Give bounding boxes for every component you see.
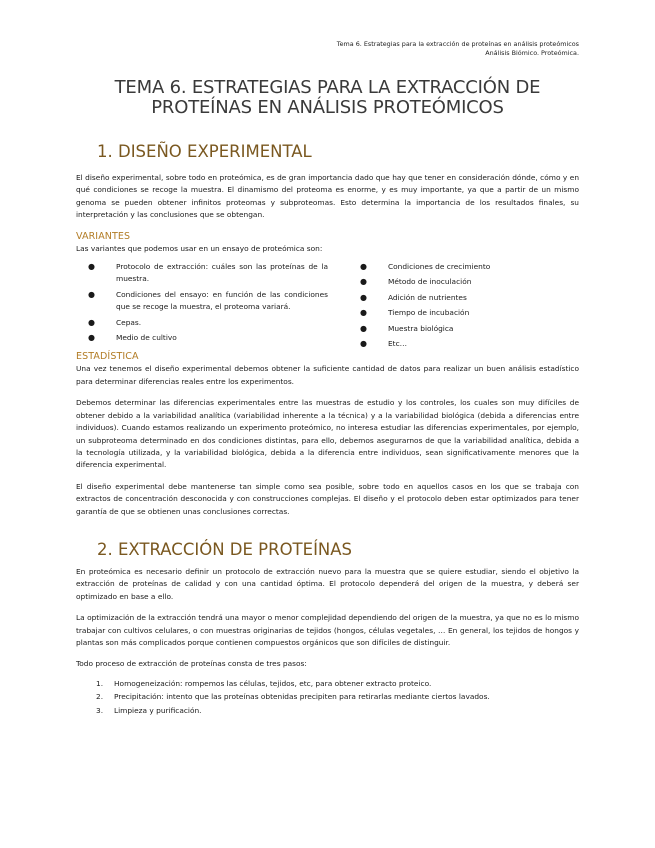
section-1-intro: El diseño experimental, sobre todo en proteómica, es de gran importancia dado que hay que tener en consideración dónde, cómo y en qué condiciones se recoge la muestra. El dinamismo del proteoma es enorme, y es muy importante, ya que a partir de un mismo genoma se pueden obtener infinitos proteomas y subproteomas. Esto determina la importancia de los resultados finales, su interpretación y las conclusiones que se obtengan.: [76, 173, 579, 220]
variantes-right-list: [348, 261, 579, 350]
variantes-left-list: [76, 261, 346, 344]
list-item: [76, 690, 579, 704]
list-item-text: Condiciones de crecimiento: [388, 262, 491, 272]
document-title: [76, 78, 579, 118]
list-item-text: Etc…: [388, 339, 408, 349]
step-text: Limpieza y purificación.: [114, 705, 202, 715]
estadistica-paragraph-2: Debemos determinar las diferencias experimentales entre las muestras de estudio y los controles, los cuales son muy difíciles de obtener debido a la variabilidad analítica (variabilidad inherente a la técnica) y a la variabilidad biológica (debida a diferencias entre individuos). Cuando estamos realizando un experimento proteómico, no interesa estudiar las diferencias experimentales, por ejemplo, un subproteoma determinado en dos condiciones distintas, para ello, debemos asegurarnos de que la variabilidad analítica, debida a la tecnología utilizada, y la variabilidad biológica, debida a la diferencia entre individuos, sean significativamente menores que la diferencia experimental.: [76, 398, 579, 470]
list-item: [348, 338, 579, 350]
step-number: 3.: [96, 705, 104, 715]
section-2-paragraph-2: La optimización de la extracción tendrá una mayor o menor complejidad dependiendo del origen de la muestra, ya que no es lo mismo trabajar con cultivos celulares, o con muestras originarias de tejidos (hongos, células vegetales, … En general, los tejidos de hongos y plantas son más complicados porque contienen compuestos orgánicos que son difíciles de distinguir.: [76, 613, 579, 647]
variantes-intro: Las variantes que podemos usar en un ensayo de proteómica son:: [76, 243, 323, 253]
header-line-2: Análisis Biómico. Proteómica.: [485, 48, 579, 57]
header-line-1: Tema 6. Estrategias para la extracción de proteínas en análisis proteómicos: [336, 40, 579, 48]
list-item-text: Medio de cultivo: [116, 333, 177, 343]
list-item: [76, 289, 346, 314]
bullet-icon: ●: [360, 292, 367, 302]
variantes-heading: VARIANTES: [76, 230, 131, 242]
list-item: [76, 317, 346, 329]
list-item-text: Muestra biológica: [388, 323, 454, 333]
title-line-2: PROTEÍNAS EN ANÁLISIS PROTEÓMICOS: [151, 97, 504, 118]
bullet-icon: ●: [360, 339, 367, 349]
estadistica-paragraph-1: Una vez tenemos el diseño experimental debemos obtener la suficiente cantidad de datos para realizar un buen análisis estadístico para determinar diferencias reales entre los experimentos.: [76, 364, 579, 386]
step-number: 2.: [96, 692, 104, 702]
list-item-text: Tiempo de incubación: [388, 308, 470, 318]
list-item: [348, 307, 579, 319]
bullet-icon: ●: [360, 262, 367, 272]
list-item-text: Método de inoculación: [388, 277, 472, 287]
section-2-paragraph-3: Todo proceso de extracción de proteínas consta de tres pasos:: [76, 659, 307, 669]
bullet-icon: ●: [360, 277, 367, 287]
step-number: 1.: [96, 678, 104, 688]
bullet-icon: ●: [88, 262, 95, 272]
step-text: Homogeneización: rompemos las células, tejidos, etc, para obtener extracto proteico.: [114, 678, 432, 688]
bullet-icon: ●: [88, 317, 95, 327]
bullet-icon: ●: [360, 308, 367, 318]
step-text: Precipitación: intento que las proteínas obtenidas precipiten para retirarlas mediante ciertos lavados.: [114, 692, 490, 702]
list-item: [348, 261, 579, 273]
estadistica-paragraph-3: El diseño experimental debe mantenerse tan simple como sea posible, sobre todo en aquellos casos en los que se trabaja con extractos de concentración desconocida y con construcciones complejas. El diseño y el protocolo deben estar optimizados para tener garantía de que se obtienen unas conclusiones correctas.: [76, 481, 579, 516]
section-2-heading: 2. EXTRACCIÓN DE PROTEÍNAS: [97, 539, 353, 559]
document-body: [76, 142, 579, 718]
section-2-paragraph-1: En proteómica es necesario definir un protocolo de extracción nuevo para la muestra que se quiere estudiar, siendo el objetivo la extracción de proteínas de calidad y con una cantidad óptima. El protocolo dependerá del origen de la muestra, y deberá ser optimizado en base a ello.: [76, 566, 579, 601]
list-item: [348, 292, 579, 304]
list-item: [76, 704, 579, 718]
variantes-right-column: [346, 261, 579, 353]
variantes-left-column: [76, 261, 346, 353]
variantes-columns: [76, 261, 579, 353]
list-item-text: Cepas.: [116, 317, 142, 327]
bullet-icon: ●: [88, 289, 95, 299]
extraction-steps-list: [76, 677, 579, 718]
list-item-text: Adición de nutrientes: [388, 292, 467, 302]
list-item: [76, 261, 346, 286]
list-item-text: Protocolo de extracción: cuáles son las proteínas de la muestra.: [116, 262, 328, 284]
bullet-icon: ●: [88, 333, 95, 343]
list-item-text: Condiciones del ensayo: en función de las condiciones que se recoge la muestra, el proteoma variará.: [116, 289, 328, 312]
estadistica-heading: ESTADÍSTICA: [76, 351, 139, 363]
bullet-icon: ●: [360, 323, 367, 333]
list-item: [76, 332, 346, 344]
list-item: [348, 276, 579, 288]
list-item: [76, 677, 579, 691]
section-1-heading: 1. DISEÑO EXPERIMENTAL: [97, 142, 312, 161]
list-item: [348, 323, 579, 335]
running-header: [337, 40, 579, 57]
title-line-1: TEMA 6. ESTRATEGIAS PARA LA EXTRACCIÓN DE: [114, 77, 541, 98]
